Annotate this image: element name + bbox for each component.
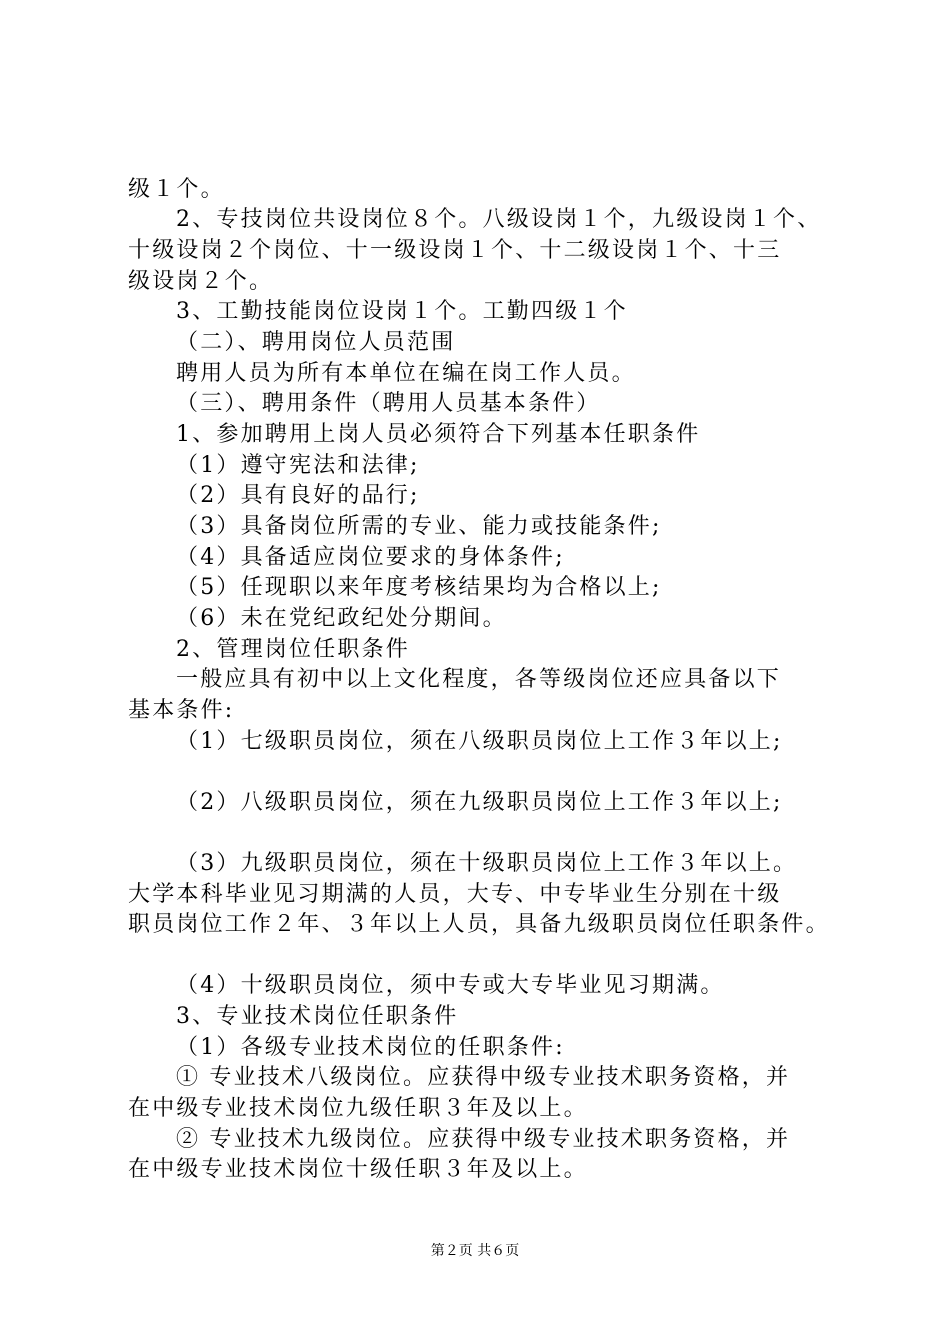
- text-line: （4）具备适应岗位要求的身体条件;: [176, 545, 565, 570]
- text-line: 2、管理岗位任职条件: [176, 637, 410, 662]
- text-line: （3）九级职员岗位，须在十级职员岗位上工作３年以上。: [176, 851, 798, 876]
- text-line: 在中级专业技术岗位十级任职３年及以上。: [128, 1157, 588, 1182]
- text-line: （5）任现职以来年度考核结果均为合格以上;: [176, 575, 662, 600]
- text-line: （1）遵守宪法和法律;: [176, 453, 420, 478]
- text-line: 1、参加聘用上岗人员必须符合下列基本任职条件: [176, 422, 701, 447]
- text-line: 一般应具有初中以上文化程度，各等级岗位还应具备以下: [176, 667, 782, 692]
- text-line: （二）、聘用岗位人员范围: [176, 330, 456, 355]
- text-line: 在中级专业技术岗位九级任职３年及以上。: [128, 1096, 588, 1121]
- text-line: 职员岗位工作２年、３年以上人员，具备九级职员岗位任职条件。: [128, 912, 830, 937]
- text-line: ② 专业技术九级岗位。应获得中级专业技术职务资格，并: [176, 1127, 791, 1152]
- page-number-footer: 第２页 共６页: [430, 1243, 520, 1259]
- text-line: （4）十级职员岗位，须中专或大专毕业见习期满。: [176, 973, 725, 998]
- text-line: （三）、聘用条件（聘用人员基本条件）: [176, 391, 601, 416]
- text-line: 3、专业技术岗位任职条件: [176, 1004, 459, 1029]
- text-line: （3）具备岗位所需的专业、能力或技能条件;: [176, 514, 662, 539]
- text-line: 聘用人员为所有本单位在编在岗工作人员。: [176, 361, 636, 386]
- text-line: （1）七级职员岗位，须在八级职员岗位上工作３年以上;: [176, 729, 783, 754]
- text-line: （6）未在党纪政纪处分期间。: [176, 606, 507, 631]
- text-line: 大学本科毕业见习期满的人员，大专、中专毕业生分别在十级: [128, 882, 782, 907]
- text-line: 级设岗２个。: [128, 269, 274, 294]
- text-line: （2）八级职员岗位，须在九级职员岗位上工作３年以上;: [176, 790, 783, 815]
- text-line: ① 专业技术八级岗位。应获得中级专业技术职务资格，并: [176, 1065, 791, 1090]
- text-line: 3、工勤技能岗位设岗１个。工勤四级１个: [176, 299, 628, 324]
- text-line: （2）具有良好的品行;: [176, 483, 420, 508]
- text-line: 2、专技岗位共设岗位８个。八级设岗１个，九级设岗１个、: [176, 207, 822, 232]
- text-line: （1）各级专业技术岗位的任职条件:: [176, 1035, 565, 1060]
- text-line: 级１个。: [128, 177, 225, 202]
- text-line: 十级设岗２个岗位、十一级设岗１个、十二级设岗１个、十三: [128, 238, 782, 263]
- text-line: 基本条件:: [128, 698, 235, 723]
